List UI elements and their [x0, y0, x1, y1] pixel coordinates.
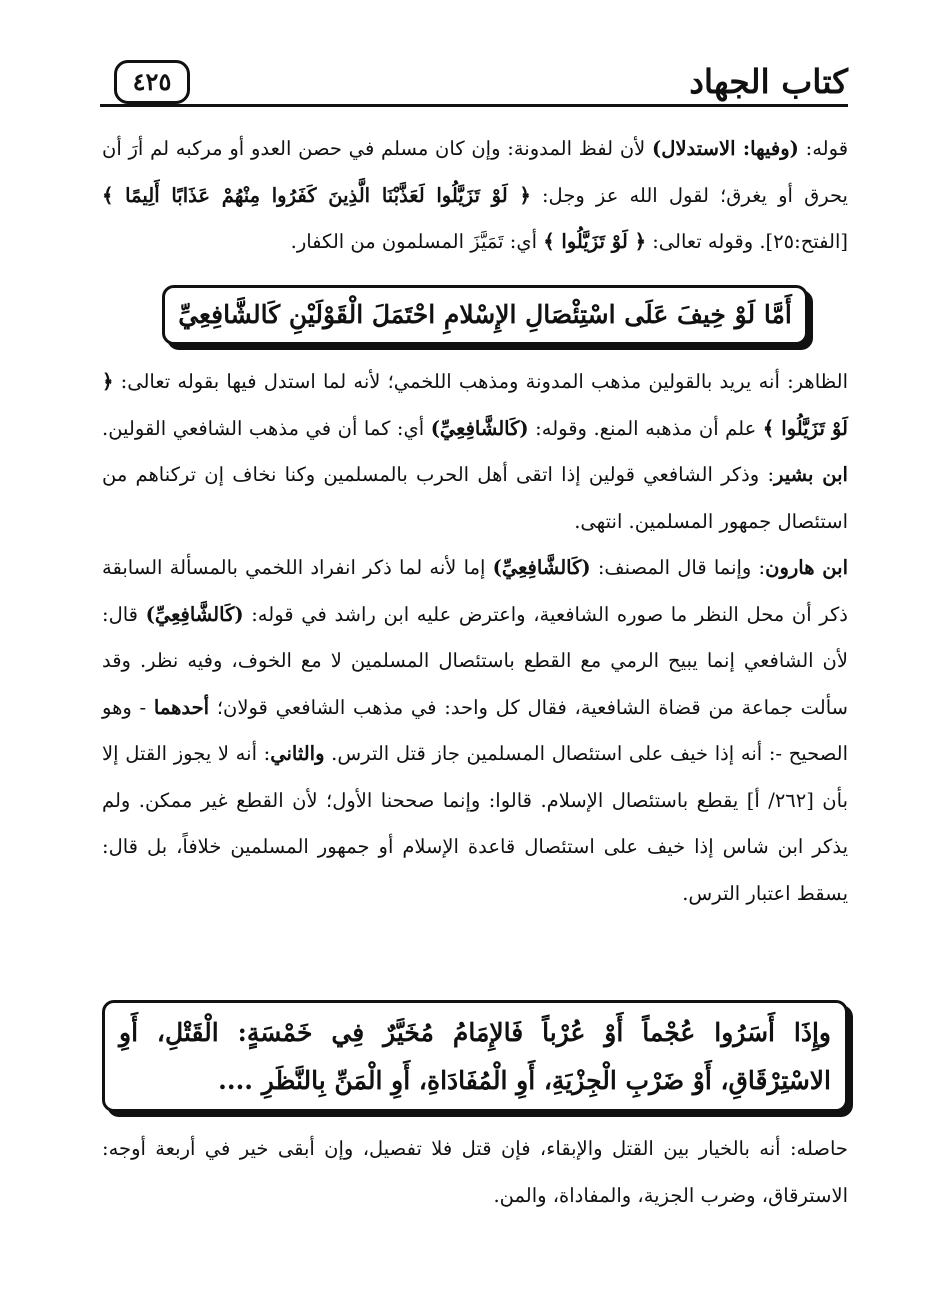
quoted-phrase: (كَالشَّافِعِيِّ): [492, 556, 591, 579]
main-text-box-2: [102, 1000, 848, 1112]
paragraph: قوله: (وفيها: الاستدلال) لأن لفظ المدونة: وإن كان مسلم في حصن العدو أو مركبه لم أرَ أن يحرق أو يغرق؛ لقول الله عز وجل: ﴿ لَوْ تَزَيَّلُوا لَعَذَّبْنَا الَّذِينَ كَفَرُوا مِنْهُمْ عَذَابًا أَلِيمًا ﴾ [الفتح:٢٥]. وقوله تعالى: ﴿ لَوْ تَزَيَّلُوا ﴾ أي: تَمَيَّزَ المسلمون من الكفار.: [102, 137, 849, 253]
opinion-label: أحدهما: [153, 695, 210, 719]
commentary-block-1: [102, 126, 848, 266]
quoted-phrase: (كَالشَّافِعِيِّ): [430, 416, 529, 440]
quran-verse: ﴿ لَوْ تَزَيَّلُوا ﴾: [543, 230, 646, 253]
scholar-name: ابن هارون: [765, 556, 848, 579]
paragraph: الظاهر: أنه يريد بالقولين مذهب المدونة ومذهب اللخمي؛ لأنه لما استدل فيها بقوله تعالى: ﴿ لَوْ تَزَيَّلُوا ﴾ علم أن مذهبه المنع. وقوله: (كَالشَّافِعِيِّ) أي: كما أن في مذهب الشافعي القولين. ابن بشير: وذكر الشافعي قولين إذا اتقى أهل الحرب بالمسلمين وكنا نخاف إن تركناهم من استئصال جمهور المسلمين. انتهى.: [102, 370, 848, 533]
quoted-phrase: (وفيها: الاستدلال): [652, 137, 799, 160]
quran-verse: ﴿ لَوْ تَزَيَّلُوا لَعَذَّبْنَا الَّذِينَ كَفَرُوا مِنْهُمْ عَذَابًا أَلِيمًا ﴾: [102, 183, 531, 207]
paragraph: ابن هارون: وإنما قال المصنف: (كَالشَّافِعِيِّ) إما لأنه لما ذكر انفراد اللخمي بالمسألة السابقة ذكر أن محل النظر ما صوره الشافعية، واعترض عليه ابن راشد في قوله: (كَالشَّافِعِيِّ) قال: لأن الشافعي إنما يبيح الرمي مع القطع باستئصال المسلمين لا مع الخوف، وفيه نظر. وقد سألت جماعة من قضاة الشافعية، فقال كل واحد: في مذهب الشافعي قولان؛ أحدهما - وهو الصحيح -: أنه إذا خيف على استئصال المسلمين جاز قتل الترس. والثاني: أنه لا يجوز القتل إلا بأن [٢٦٢/ أ] يقطع باستئصال الإسلام. قالوا: وإنما صححنا الأول؛ لأن القطع غير ممكن. ولم يذكر ابن شاس إذا خيف على استئصال قاعدة الإسلام أو جمهور المسلمين خلافاً، بل قال: يسقط اعتبار الترس.: [102, 556, 849, 905]
verse-reference: [الفتح:٢٥].: [753, 230, 848, 253]
header-rule: [100, 104, 848, 107]
scholar-name: ابن بشير: [774, 463, 848, 486]
main-text: وإِذَا أَسَرُوا عُجْماً أَوْ عُرْباً فَالإِمَامُ مُخَيَّرٌ فِي خَمْسَةٍ: الْقَتْلِ، أَوِ الاسْتِرْقَاقِ، أَوْ ضَرْبِ الْجِزْيَةِ، أَوِ الْمُفَادَاةِ، أَوِ الْمَنِّ بِالنَّظَرِ ....: [119, 1018, 831, 1095]
opinion-label: والثاني: [270, 742, 325, 765]
quran-verse: ﴿ لَوْ تَزَيَّلُوا ﴾: [102, 370, 848, 440]
paragraph: حاصله: أنه بالخيار بين القتل والإبقاء، فإن قتل فلا تفصيل، وإن أبقى خير في أربعة أوجه: الاسترقاق، وضرب الجزية، والمفاداة، والمن.: [102, 1137, 848, 1207]
main-text: أَمَّا لَوْ خِيفَ عَلَى اسْتِئْصَالِ الإِسْلامِ احْتَمَلَ الْقَوْلَيْنِ كَالشَّافِعِيِّ: [178, 300, 792, 329]
chapter-title: كتاب الجهاد: [689, 62, 848, 101]
main-text-box-1: [162, 285, 808, 345]
commentary-block-2: [102, 359, 848, 917]
page-number: ٤٢٥: [114, 60, 190, 104]
commentary-block-3: [102, 1126, 848, 1219]
page-header: [100, 60, 848, 110]
quoted-phrase: (كَالشَّافِعِيِّ): [145, 602, 244, 626]
